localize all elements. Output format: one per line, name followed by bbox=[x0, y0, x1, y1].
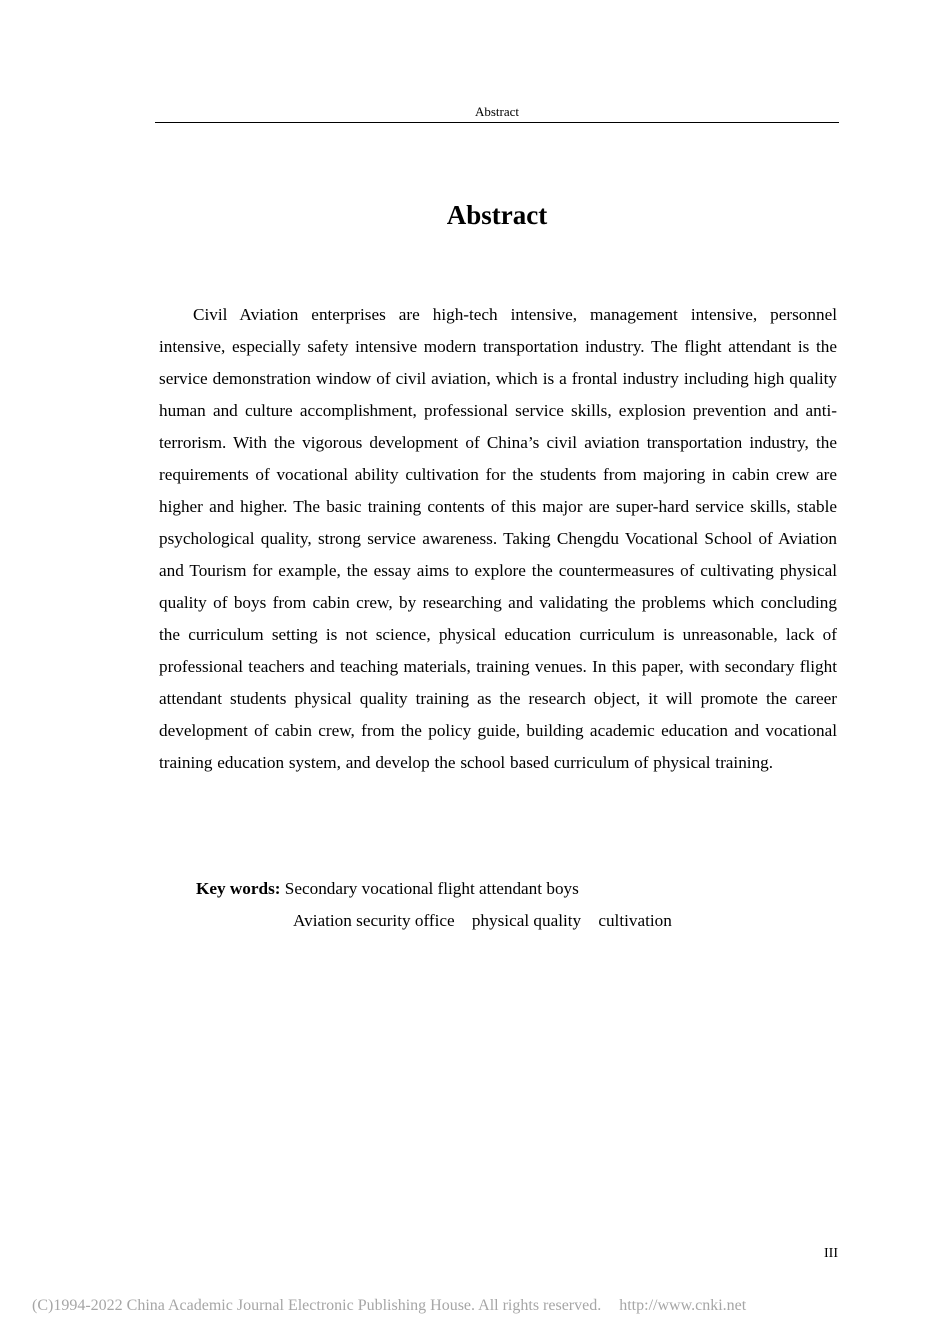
keywords-line-1 bbox=[196, 873, 816, 905]
copyright-text: (C)1994-2022 China Academic Journal Electronic Publishing House. All rights reserved. bbox=[32, 1297, 602, 1314]
copyright-footer bbox=[32, 1294, 932, 1318]
keywords-text-1: Secondary vocational flight attendant boys bbox=[284, 879, 579, 898]
running-header-title: Abstract bbox=[474, 104, 520, 119]
abstract-body: Civil Aviation enterprises are high-tech intensive, management intensive, personnel intensive, especially safety intensive modern transportation industry. The flight attendant is the service demonstration window of civil aviation, which is a frontal industry including high quality human and culture accomplishment, professional service skills, explosion prevention and anti-terrorism. With the vigorous development of China’s civil aviation transportation industry, the requirements of vocational ability cultivation for the students from majoring in cabin crew are higher and higher. The basic training contents of this major are super-hard service skills, stable psychological quality, strong service awareness. Taking Chengdu Vocational School of Aviation and Tourism for example, the essay aims to explore the countermeasures of cultivating physical quality of boys from cabin crew, by researching and validating the problems which concluding the curriculum setting is not science, physical education curriculum is unreasonable, lack of professional teachers and teaching materials, training venues. In this paper, with secondary flight attendant students physical quality training as the research object, it will promote the career development of cabin crew, from the policy guide, building academic education and vocational training education system, and develop the school based curriculum of physical training. bbox=[159, 305, 837, 772]
keywords-label: Key words: bbox=[196, 879, 281, 898]
page-title: Abstract bbox=[446, 200, 548, 230]
running-header bbox=[155, 104, 839, 123]
keywords-line-2: Aviation security office physical quality cultivation bbox=[293, 911, 672, 930]
footer-url: http://www.cnki.net bbox=[619, 1297, 747, 1314]
keywords-section bbox=[196, 873, 816, 937]
page-number: III bbox=[824, 1246, 838, 1261]
